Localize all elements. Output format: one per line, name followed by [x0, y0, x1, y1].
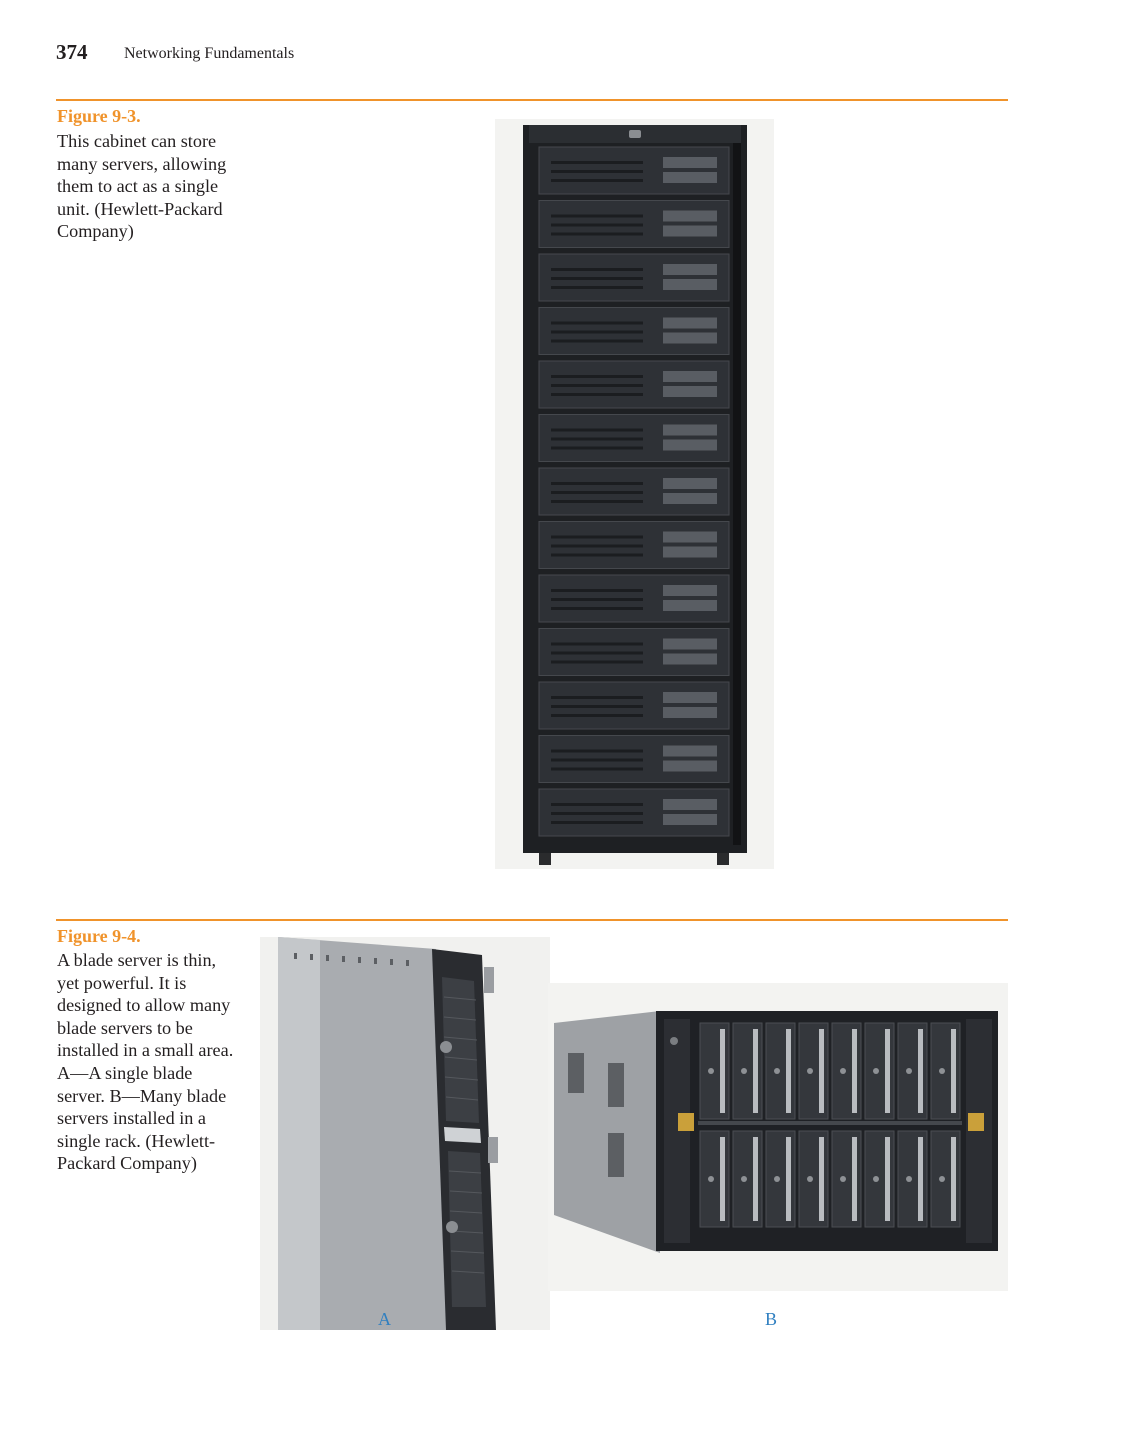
figure-9-3-rule: [56, 99, 1008, 101]
figure-9-4-rule: [56, 919, 1008, 921]
blade-enclosure-photo: [548, 983, 1008, 1291]
sublabel-a: A: [378, 1309, 391, 1329]
figure-9-4-label: Figure 9-4.: [57, 926, 141, 946]
blade-server-photo: [260, 937, 550, 1330]
page-number: 374: [56, 40, 88, 64]
server-cabinet-photo: [495, 119, 774, 869]
running-head: Networking Fundamentals: [124, 45, 295, 62]
figure-9-3-caption: This cabinet can store many servers, allowing them to act as a single unit. (Hewlett-Packard Company): [57, 131, 227, 242]
figure-9-3-label: Figure 9-3.: [57, 106, 141, 126]
figure-9-4-caption: A blade server is thin, yet powerful. It is designed to allow many blade servers to be installed in a small area. A—A single blade server. B—Many blade servers installed in a single rack. (Hewlett-Packard Company): [57, 950, 234, 1174]
sublabel-b: B: [765, 1309, 778, 1329]
